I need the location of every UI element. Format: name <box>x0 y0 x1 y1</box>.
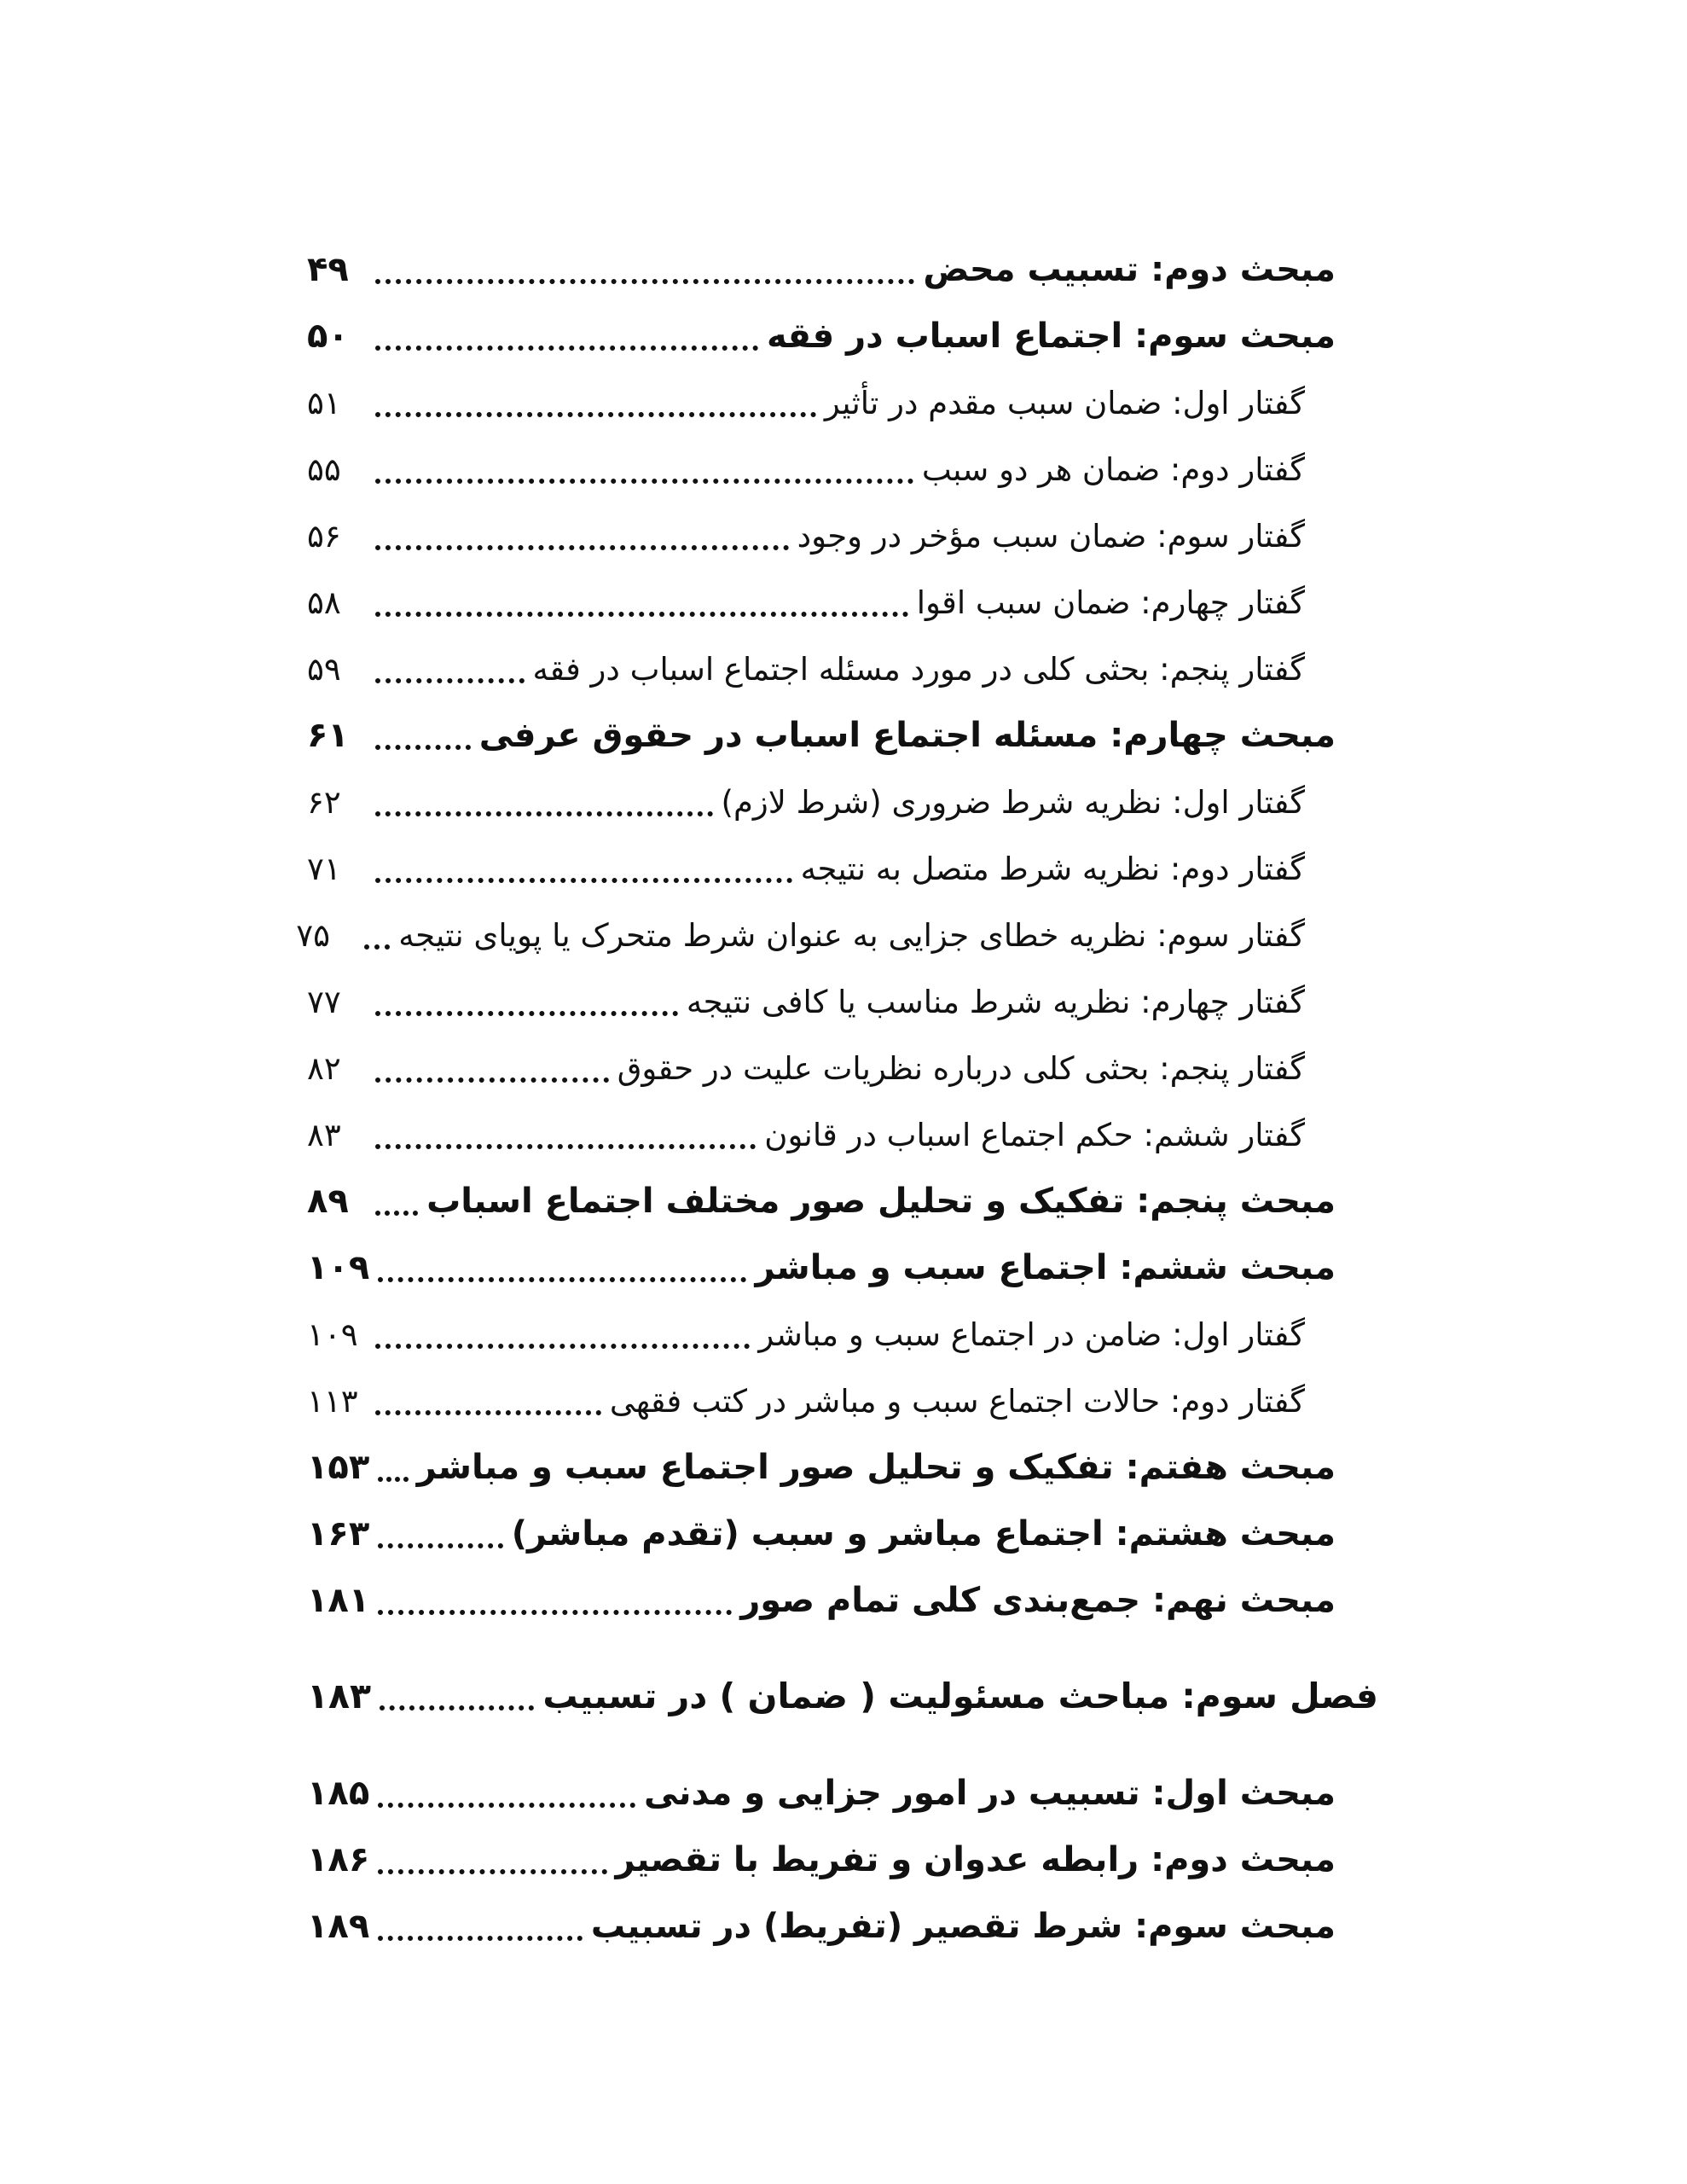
toc-entry-section <box>307 1833 1336 1887</box>
toc-entry-page: ۵۸ <box>307 584 341 621</box>
toc-entry-subsection <box>307 1307 1305 1362</box>
toc-entry-page: ۵۱ <box>307 384 341 421</box>
toc-entry-title: گفتار چهارم: نظریه شرط مناسب یا کافی نتیجه <box>686 983 1305 1020</box>
toc-entry-title: مبحث هفتم: تفکیک و تحلیل صور اجتماع سبب و مباشر <box>416 1448 1336 1487</box>
toc-entry-section <box>307 1240 1336 1295</box>
toc-entry-section <box>307 1899 1336 1954</box>
dot-leader <box>375 479 913 484</box>
toc-entry-title: گفتار پنجم: بحثی کلی در مورد مسئله اجتماع اسباب در فقه <box>532 650 1305 688</box>
toc-entry-title: مبحث دوم: رابطه عدوان و تفریط با تقصیر <box>615 1840 1336 1879</box>
toc-entry-page: ۶۱ <box>307 716 349 755</box>
toc-entry-page: ۱۰۹ <box>307 1316 358 1353</box>
toc-entry-subsection <box>307 442 1305 497</box>
toc-entry-title: مبحث اول: تسبیب در امور جزایی و مدنی <box>643 1774 1336 1813</box>
dot-leader <box>375 811 713 816</box>
toc-entry-page: ۱۰۹ <box>307 1248 370 1287</box>
toc-entry-page: ۷۷ <box>307 983 341 1020</box>
dot-leader <box>378 1936 583 1941</box>
toc-entry-section <box>307 1573 1336 1628</box>
dot-leader <box>375 678 525 683</box>
dot-leader <box>375 1344 750 1349</box>
toc-entry-subsection <box>307 1041 1305 1095</box>
toc-entry-page: ۱۵۳ <box>307 1448 370 1487</box>
toc-entry-subsection <box>307 775 1305 829</box>
toc-entry-title: مبحث سوم: اجتماع اسباب در فقه <box>766 317 1336 356</box>
toc-entry-title: گفتار اول: ضمان سبب مقدم در تأثیر <box>824 384 1305 421</box>
toc-entry-title: گفتار اول: نظریه شرط ضروری (شرط لازم) <box>721 783 1305 821</box>
toc-entry-title: مبحث ششم: اجتماع سبب و مباشر <box>755 1248 1336 1287</box>
dot-leader <box>378 1803 635 1808</box>
toc-entry-title: مبحث دوم: تسبیب محض <box>923 250 1336 289</box>
toc-entry-title: گفتار چهارم: ضمان سبب اقوا <box>916 584 1305 621</box>
toc-entry-page: ۱۸۳ <box>307 1676 372 1716</box>
toc-entry-page: ۱۸۵ <box>307 1774 370 1813</box>
dot-leader <box>375 1011 678 1016</box>
toc-entry-section <box>307 708 1336 763</box>
toc-entry-page: ۸۹ <box>307 1182 349 1221</box>
toc-entry-title: گفتار اول: ضامن در اجتماع سبب و مباشر <box>758 1316 1305 1353</box>
toc-entry-title: گفتار پنجم: بحثی کلی درباره نظریات علیت در حقوق <box>617 1049 1305 1087</box>
toc-entry-title: مبحث پنجم: تفکیک و تحلیل صور مختلف اجتماع اسباب <box>426 1182 1336 1221</box>
toc-entry-title: گفتار سوم: ضمان سبب مؤخر در وجود <box>797 517 1305 555</box>
toc-entry-section <box>307 1766 1336 1821</box>
dot-leader <box>375 1211 418 1216</box>
toc-entry-section <box>307 309 1336 363</box>
toc-entry-page: ۱۸۶ <box>307 1840 370 1879</box>
toc-entry-title: فصل سوم: مباحث مسئولیت ( ضمان ) در تسبیب <box>542 1676 1378 1716</box>
toc-entry-subsection <box>307 375 1305 430</box>
toc-entry-page: ۱۸۹ <box>307 1907 370 1946</box>
toc-entry-chapter <box>307 1669 1378 1723</box>
toc-entry-section <box>307 1507 1336 1561</box>
dot-leader <box>375 878 792 883</box>
toc-entry-subsection <box>307 1374 1305 1428</box>
dot-leader <box>375 346 758 351</box>
toc-entry-subsection <box>307 642 1305 696</box>
toc-entry-title: گفتار ششم: حکم اجتماع اسباب در قانون <box>764 1116 1305 1153</box>
dot-leader <box>364 944 390 950</box>
toc-entry-title: گفتار دوم: نظریه شرط متصل به نتیجه <box>800 850 1305 887</box>
dot-leader <box>375 545 789 550</box>
toc-entry-page: ۸۲ <box>307 1049 341 1087</box>
toc-entry-subsection <box>307 575 1305 630</box>
dot-leader <box>375 279 914 284</box>
toc-entry-subsection <box>307 508 1305 563</box>
dot-leader <box>375 1077 609 1083</box>
toc-entry-page: ۴۹ <box>307 250 349 289</box>
toc-entry-title: مبحث هشتم: اجتماع مباشر و سبب (تقدم مباشر) <box>511 1514 1336 1554</box>
toc-entry-page: ۵۵ <box>307 450 341 488</box>
dot-leader <box>375 612 908 617</box>
dot-leader <box>378 1610 732 1615</box>
toc-entry-page: ۱۸۱ <box>307 1581 370 1620</box>
dot-leader <box>378 1869 606 1874</box>
toc-entry-page: ۵۰ <box>307 317 349 356</box>
toc-entry-subsection <box>307 1107 1305 1162</box>
toc-entry-page: ۱۶۳ <box>307 1514 370 1554</box>
toc-entry-title: مبحث نهم: جمع‌بندی کلی تمام صور <box>740 1581 1336 1620</box>
dot-leader <box>375 745 471 750</box>
toc-entry-page: ۷۵ <box>296 916 331 954</box>
toc-entry-page: ۵۹ <box>307 650 341 688</box>
toc-entry-page: ۵۶ <box>307 517 341 555</box>
dot-leader <box>378 1543 503 1548</box>
toc-entry-page: ۶۲ <box>307 783 341 821</box>
toc-entry-title: گفتار سوم: نظریه خطای جزایی به عنوان شرط متحرک یا پویای نتیجه <box>398 916 1305 954</box>
toc-entry-title: گفتار دوم: ضمان هر دو سبب <box>921 450 1305 488</box>
toc-entry-page: ۸۳ <box>307 1116 341 1153</box>
toc-entry-title: مبحث سوم: شرط تقصیر (تفریط) در تسبیب <box>590 1907 1336 1946</box>
dot-leader <box>375 1410 601 1415</box>
toc-entry-title: مبحث چهارم: مسئله اجتماع اسباب در حقوق عرفی <box>478 716 1336 755</box>
dot-leader <box>375 412 816 417</box>
toc-entry-title: گفتار دوم: حالات اجتماع سبب و مباشر در کتب فقهی <box>609 1382 1305 1420</box>
dot-leader <box>378 1477 409 1482</box>
toc-entry-subsection <box>307 841 1305 896</box>
toc-entry-page: ۷۱ <box>307 850 341 887</box>
toc-entry-subsection <box>307 974 1305 1029</box>
toc-entry-page: ۱۱۳ <box>307 1382 358 1420</box>
dot-leader <box>380 1705 534 1711</box>
toc-entry-section <box>307 1174 1336 1228</box>
toc-entry-subsection <box>296 908 1305 962</box>
dot-leader <box>378 1277 746 1282</box>
dot-leader <box>375 1144 756 1149</box>
toc-entry-section <box>307 242 1336 297</box>
toc-entry-section <box>307 1440 1336 1495</box>
